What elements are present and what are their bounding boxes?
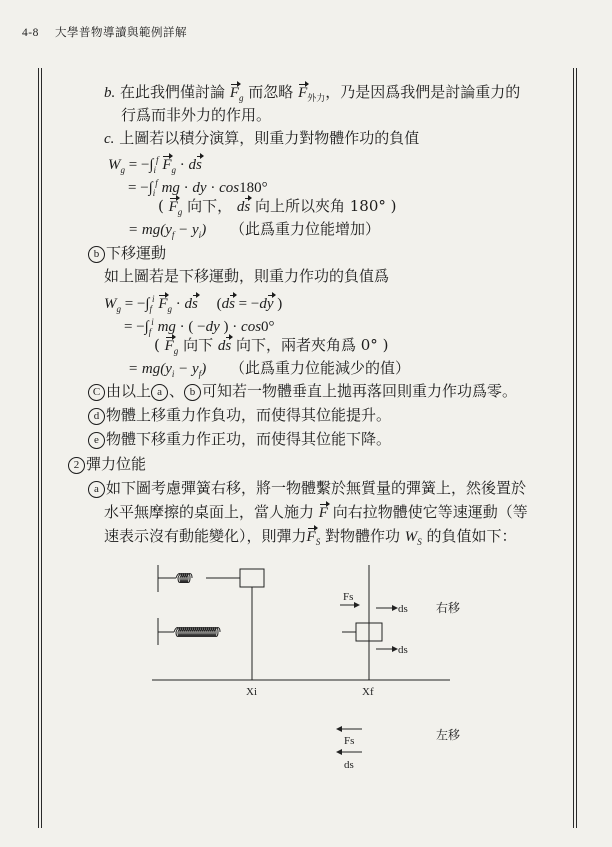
item-a-line1: a 如下圖考慮彈簧右移，將一物體繫於無質量的彈簧上，然後置於 [88,478,526,498]
spring-long [174,628,220,637]
label-left-move: 左移 [436,728,461,742]
section-2-title: 2 彈力位能 [68,454,146,474]
equation-wg-down-1: $W_g = -\int_f^i$ $F_g$ · ds (ds = −dy ) [104,294,283,314]
label-xi: Xi [246,686,257,698]
item-a-line3: 速表示沒有動能變化），則彈力$F_S$ 對物體作功 $W_S$ 的負值如下： [104,527,517,547]
item-b-line2: 行爲而非外力的作用。 [121,106,272,124]
item-b-line1: b. 在此我們僅討論 $F_g$ 而忽略 $F_{外力}$，乃是因爲我們是討論重力的 [104,83,521,103]
equation-wg-up-1: $W_g = -\int_i^f$ $F_g$ · ds [108,155,202,175]
equation-wg-up-2: = $-\int_i^f$ mg · dy · cos180° [128,178,268,198]
label-ds-right: ds [398,603,408,615]
item-down-title: b 下移運動 [88,243,166,263]
label-fs-left: Fs [344,735,355,747]
page-number: 4-8 [22,27,39,39]
item-down-intro: 如上圖若是下移運動，則重力作功的負值爲 [104,267,390,285]
item-a-line2: 水平無摩擦的桌面上，當人施力 F 向右拉物體使它等速運動（等 [104,503,528,521]
label-fs-right: Fs [343,591,354,603]
equation-wg-down-result: = $mg(y_i - y_f)$ （此爲重力位能減少的值） [128,359,411,379]
equation-wg-up-note: ( $F_g$ 向下， ds 向上所以夾角 180° ) [158,197,397,217]
label-ds-left: ds [344,759,354,771]
spring-short [176,574,192,583]
item-c-conclusion: C 由以上 a 、 b 可知若一物體垂直上拋再落回則重力作功爲零。 [88,381,517,401]
item-e-conclusion: e 物體下移重力作正功，而使得其位能下降。 [88,429,391,449]
label-right-move: 右移 [436,601,461,615]
equation-wg-up-result: = $mg(y_f - y_i)$ （此爲重力位能增加） [128,220,381,240]
book-title: 大學普物導讀與範例詳解 [55,25,187,39]
block-initial [240,569,264,587]
item-c-line1: c. 上圖若以積分演算，則重力對物體作功的負值 [104,129,420,147]
equation-wg-down-note: ( $F_g$ 向下 ds 向下，兩者夾角爲 0° ) [154,336,389,356]
equation-wg-down-2: = $-\int_f^i$ mg · ( −dy ) · cos0° [124,317,275,337]
label-xf: Xf [362,686,374,698]
label-ds-right-2: ds [398,644,408,656]
item-d-conclusion: d 物體上移重力作負功，而使得其位能提升。 [88,405,391,425]
